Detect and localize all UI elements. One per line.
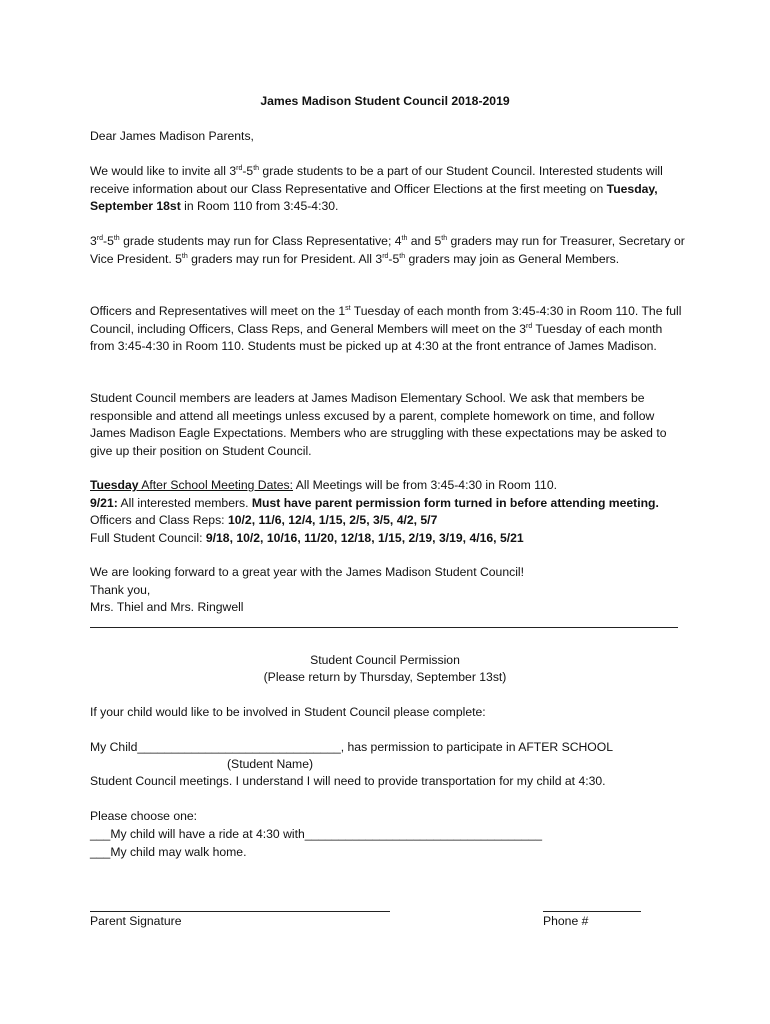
parent-signature-line[interactable] <box>90 911 390 912</box>
expectations-paragraph: Student Council members are leaders at James Madison Elementary School. We ask that members be responsible and attend all meetings unless excused by a parent, complete homework on time, and follow James Madison Eagle Expectations. Members who are struggling with these expectations may be asked to give up their position on Student Council. <box>90 391 667 458</box>
meeting-dates-officers: Officers and Class Reps: 10/2, 11/6, 12/4, 1/15, 2/5, 3/5, 4/2, 5/7 <box>90 513 438 528</box>
closing-line: We are looking forward to a great year with the James Madison Student Council! <box>90 565 525 579</box>
transportation-statement: Student Council meetings. I understand I will need to provide transportation for my child at 4:30. <box>90 774 606 788</box>
form-subheading: (Please return by Thursday, September 13st) <box>263 670 507 684</box>
page-title: James Madison Student Council 2018-2019 <box>260 94 510 108</box>
child-name-field[interactable]: My Child______________________________, has permission to participate in AFTER SCHOOL <box>90 740 614 754</box>
meeting-dates-interest: 9/21: All interested members. Must have parent permission form turned in before attending meeting. <box>90 495 659 510</box>
ride-option[interactable]: ___My child will have a ride at 4:30 with___________________________________ <box>90 827 542 841</box>
parent-signature-label: Parent Signature <box>90 914 182 928</box>
choose-one-label: Please choose one: <box>90 809 198 823</box>
student-name-label: (Student Name) <box>227 757 314 771</box>
first-meeting-date: Tuesday, September 18st <box>90 181 658 214</box>
signatories: Mrs. Thiel and Mrs. Ringwell <box>90 600 244 615</box>
thank-you: Thank you, <box>90 582 151 597</box>
closing <box>90 564 690 617</box>
meeting-schedule-paragraph: Officers and Representatives will meet on the 1st Tuesday of each month from 3:45-4:30 in Room 110. The full Council, including Officers, Class Reps, and General Members will meet on the 3rd Tuesday of each month from 3:45-4:30 in Room 110. Students must be picked up at 4:30 at the front entrance of James Madison. <box>90 304 682 354</box>
walk-home-option[interactable]: ___My child may walk home. <box>90 845 247 859</box>
meeting-dates-section <box>90 477 690 547</box>
form-intro: If your child would like to be involved in Student Council please complete: <box>90 705 486 719</box>
phone-line[interactable] <box>543 911 641 912</box>
meeting-dates-heading: Tuesday After School Meeting Dates: All Meetings will be from 3:45-4:30 in Room 110. <box>90 478 557 492</box>
form-heading: Student Council Permission <box>310 653 460 667</box>
eligibility-paragraph: 3rd-5th grade students may run for Class Representative; 4th and 5th graders may run for Treasurer, Secretary or Vice President. 5th graders may run for President. All 3rd-5th graders may join as General Members. <box>90 234 685 266</box>
tear-off-divider <box>90 627 678 628</box>
meeting-dates-full-council: Full Student Council: 9/18, 10/2, 10/16, 11/20, 12/18, 1/15, 2/19, 3/19, 4/16, 5/21 <box>90 530 524 545</box>
invitation-paragraph: We would like to invite all 3rd-5th grade students to be a part of our Student Council. Interested students will receive information about our Class Representative and Officer Elections at the first meeting on Tuesday, September 18st in Room 110 from 3:45-4:30. <box>90 164 663 214</box>
phone-label: Phone # <box>543 914 589 928</box>
greeting: Dear James Madison Parents, <box>90 129 254 143</box>
